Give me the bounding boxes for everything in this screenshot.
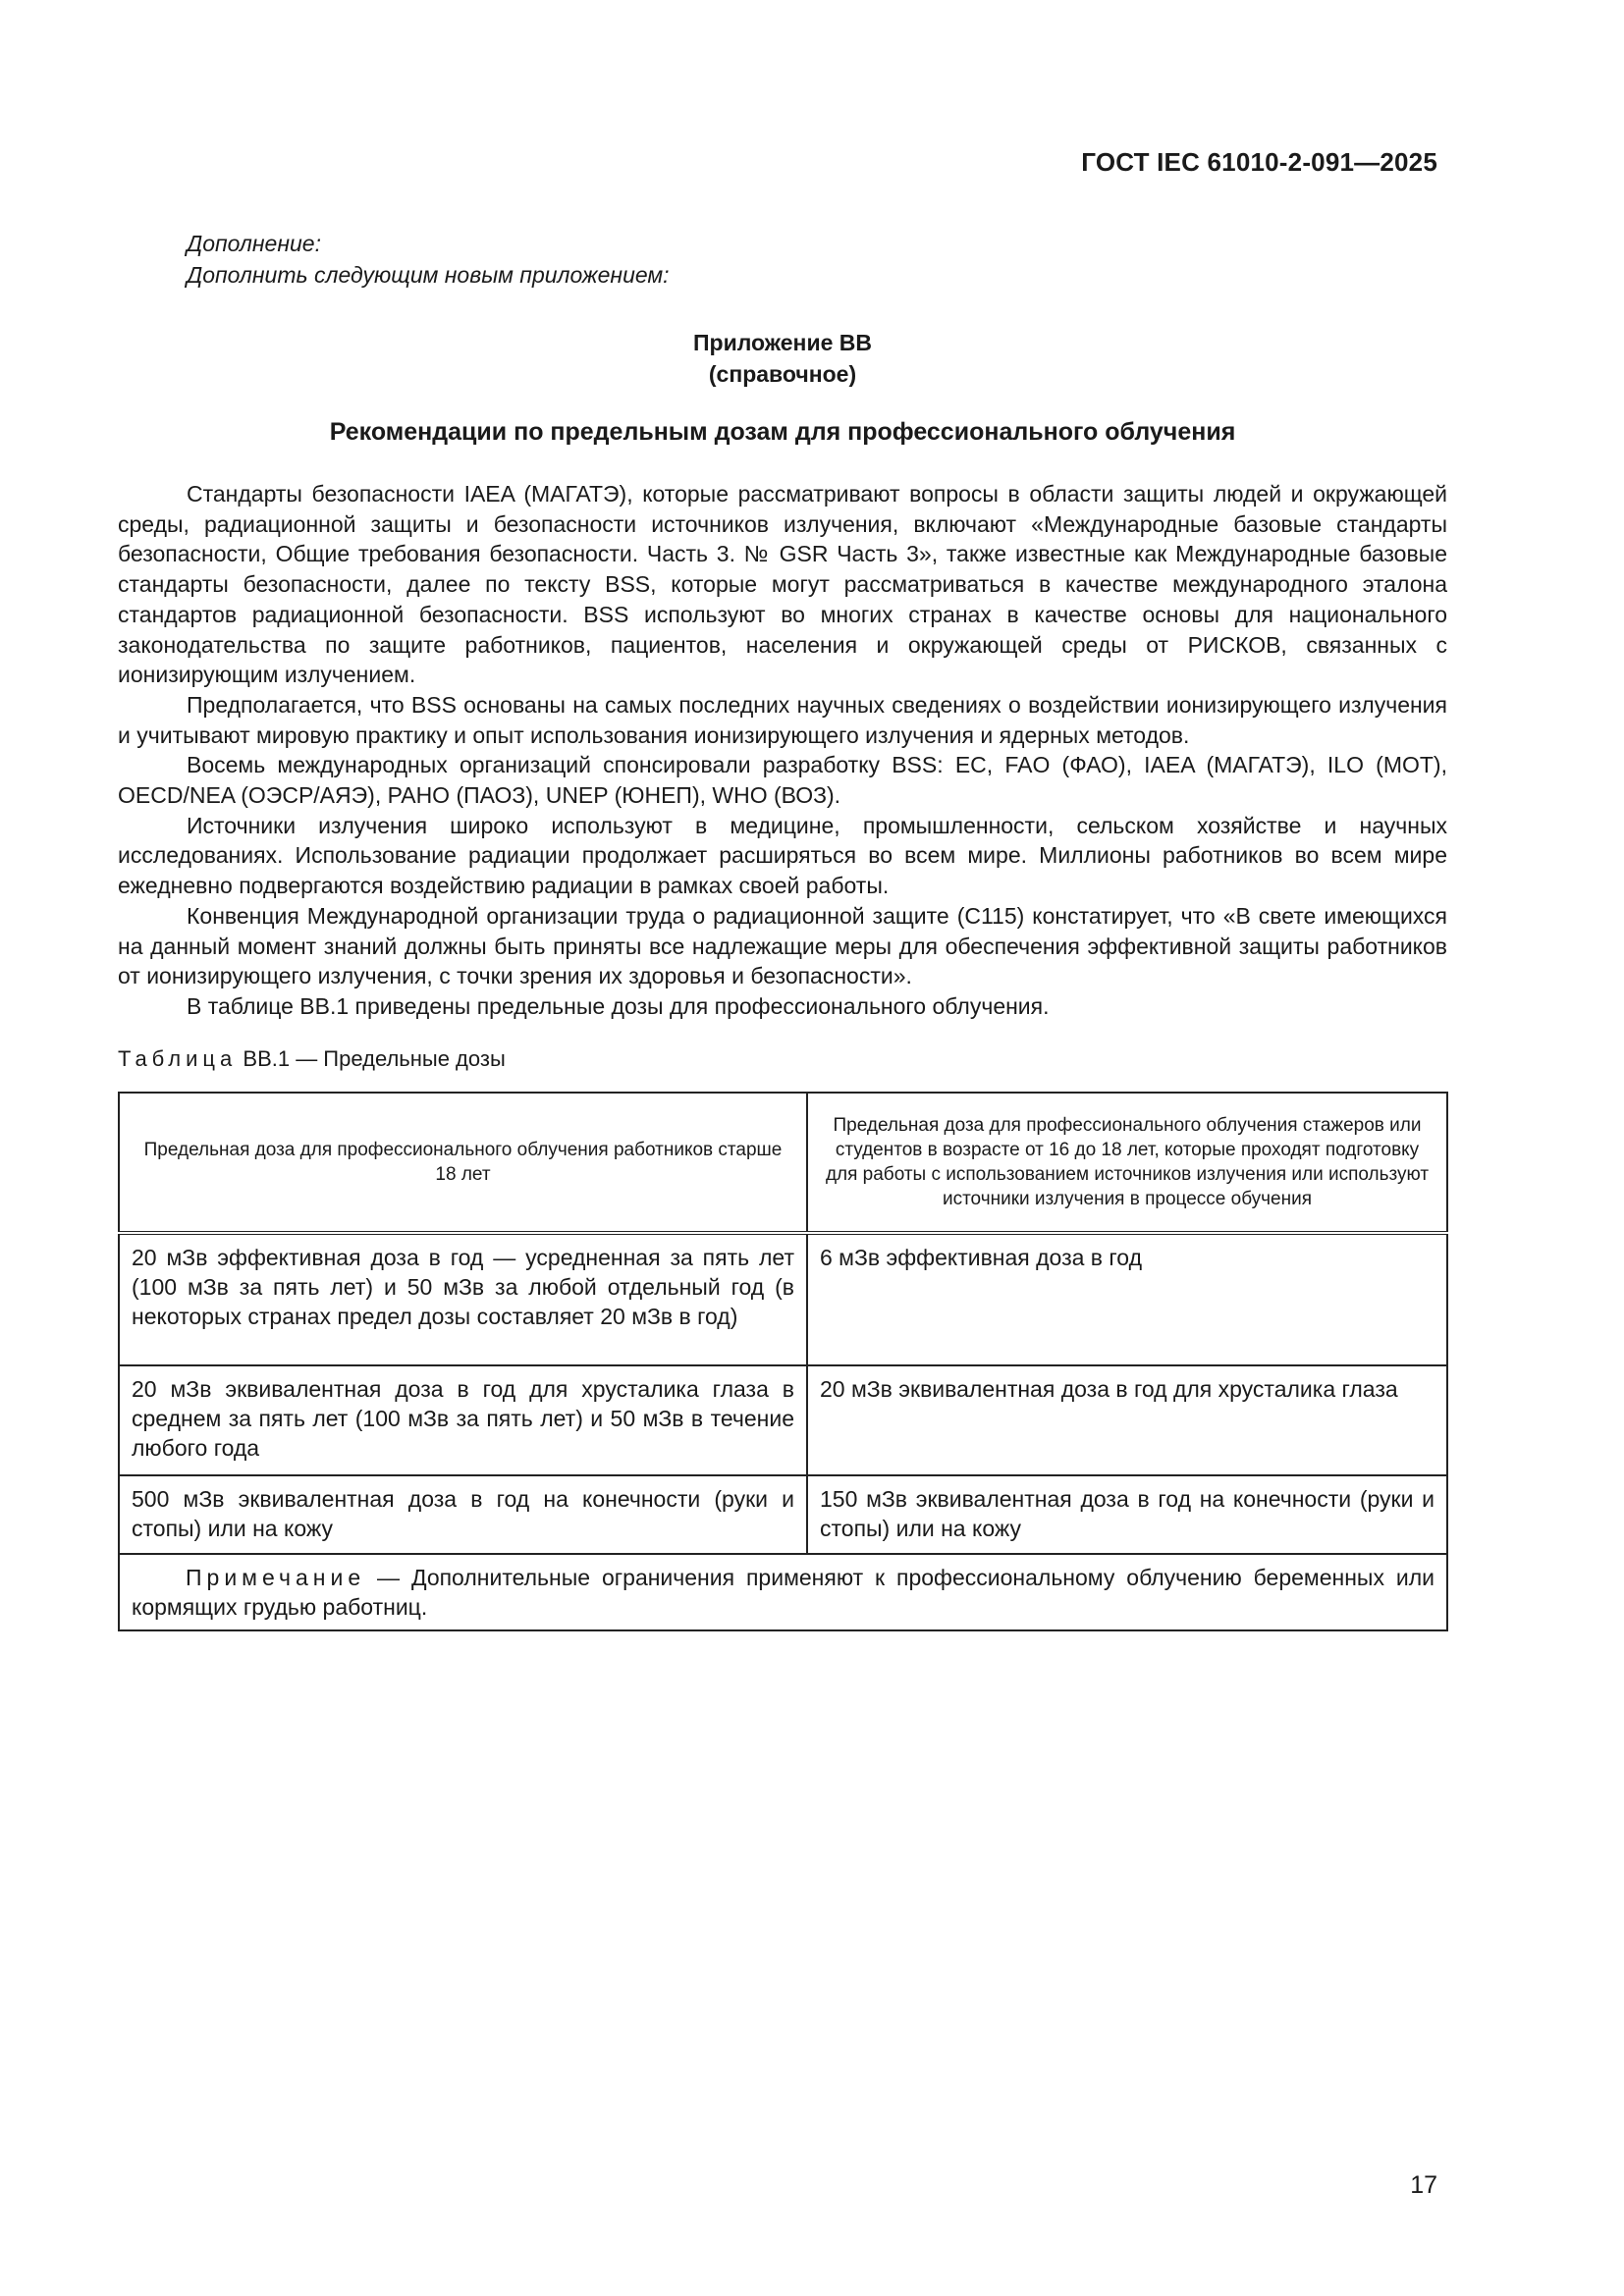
table-caption-label: Таблица bbox=[118, 1046, 238, 1071]
paragraph: В таблице BB.1 приведены предельные дозы для профессионального облучения. bbox=[187, 992, 1050, 1019]
document-code: ГОСТ IEC 61010-2-091—2025 bbox=[1081, 147, 1437, 177]
paragraph: Источники излучения широко используют в медицине, промышленности, сельском хозяйстве и научных исследованиях. Использование радиации продолжает расширяться во всем мире. Миллионы работников во всем мире ежедневно подвергаются воздействию радиации в рамках своей работы. bbox=[118, 812, 1447, 899]
table-row bbox=[119, 1475, 1447, 1554]
cell-workers: 20 мЗв эффективная доза в год — усредненная за пять лет (100 мЗв за пять лет) и 50 мЗв за любой отдельный год (в некоторых странах предел дозы составляет 20 мЗв в год) bbox=[119, 1233, 807, 1365]
annex-heading bbox=[118, 327, 1447, 390]
addendum-label: Дополнение: bbox=[187, 231, 321, 256]
table-note bbox=[119, 1554, 1447, 1630]
paragraph: Конвенция Международной организации труда о радиационной защите (C115) констатирует, что «В свете имеющихся на данный момент знаний должны быть приняты все надлежащие меры для обеспечения эффективной защиты работников от ионизирующего излучения, с точки зрения их здоровья и безопасности». bbox=[118, 902, 1447, 989]
table-row bbox=[119, 1233, 1447, 1365]
section-title: Рекомендации по предельным дозам для профессионального облучения bbox=[329, 418, 1236, 446]
table-header-row bbox=[119, 1093, 1447, 1233]
body-text bbox=[118, 479, 1447, 1022]
table-row bbox=[119, 1365, 1447, 1475]
annex-title: Приложение BB bbox=[692, 330, 872, 355]
paragraph: Восемь международных организаций спонсировали разработку BSS: EC, FAO (ФАО), IAEA (МАГАТЭ), ILO (МОТ), OECD/NEA (ОЭСР/АЯЭ), PAHO (ПАОЗ), UNEP (ЮНЕП), WHO (ВОЗ). bbox=[118, 752, 1447, 809]
header-trainees: Предельная доза для профессионального облучения стажеров или студентов в возрасте от 16 до 18 лет, которые проходят подготовку для работы с использованием источников излучения или используют источники излучения в процессе обучения bbox=[807, 1093, 1447, 1233]
addendum-instruction: Дополнить следующим новым приложением: bbox=[187, 262, 670, 288]
paragraph: Предполагается, что BSS основаны на самых последних научных сведениях о воздействии ионизирующего излучения и учитывают мировую практику и опыт использования ионизирующего излучения и ядерных методов. bbox=[118, 691, 1447, 748]
cell-trainees: 6 мЗв эффективная доза в год bbox=[807, 1233, 1447, 1365]
annex-subtitle: (справочное) bbox=[708, 361, 857, 387]
table-caption bbox=[118, 1046, 506, 1072]
note-text: — Дополнительные ограничения применяют к профессиональному облучению беременных или кормящих грудью работниц. bbox=[132, 1565, 1435, 1620]
table-note-row bbox=[119, 1554, 1447, 1630]
cell-workers: 500 мЗв эквивалентная доза в год на конечности (руки и стопы) или на кожу bbox=[119, 1475, 807, 1554]
note-label: Примечание bbox=[186, 1565, 366, 1590]
cell-workers: 20 мЗв эквивалентная доза в год для хрусталика глаза в среднем за пять лет (100 мЗв за пять лет) и 50 мЗв в течение любого года bbox=[119, 1365, 807, 1475]
addendum-block bbox=[187, 228, 670, 291]
cell-trainees: 20 мЗв эквивалентная доза в год для хрусталика глаза bbox=[807, 1365, 1447, 1475]
header-workers: Предельная доза для профессионального облучения работников старше 18 лет bbox=[119, 1093, 807, 1233]
cell-trainees: 150 мЗв эквивалентная доза в год на конечности (руки и стопы) или на кожу bbox=[807, 1475, 1447, 1554]
paragraph: Стандарты безопасности IAEA (МАГАТЭ), которые рассматривают вопросы в области защиты людей и окружающей среды, радиационной защиты и безопасности источников излучения, включают «Международные базовые стандарты безопасности, Общие требования безопасности. Часть 3. № GSR Часть 3», также известные как Международные базовые стандарты безопасности, далее по тексту BSS, которые могут рассматриваться в качестве международного эталона стандартов радиационной безопасности. BSS используют во многих странах в качестве основы для национального законодательства по защите работников, пациентов, населения и окружающей среды от РИСКОВ, связанных с ионизирующим излучением. bbox=[118, 481, 1447, 688]
page-number: 17 bbox=[1410, 2171, 1437, 2199]
table-caption-text: BB.1 — Предельные дозы bbox=[243, 1046, 506, 1071]
dose-limits-table bbox=[118, 1092, 1448, 1631]
